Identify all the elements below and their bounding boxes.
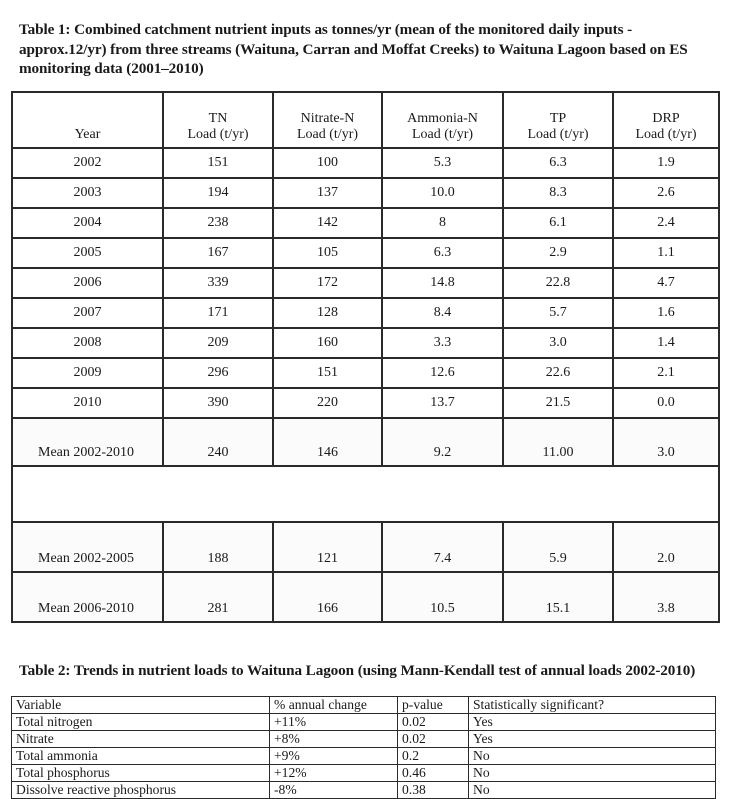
- cell-tp: 21.5: [503, 388, 613, 418]
- cell-annual-change: -8%: [270, 782, 398, 799]
- table2-row: [12, 782, 716, 799]
- header-drp: DRP Load (t/yr): [613, 92, 719, 148]
- table1-spacer-row: [12, 466, 719, 522]
- header-p-value: p-value: [398, 697, 469, 714]
- cell-annual-change: +12%: [270, 765, 398, 782]
- cell-ammonia-n: 6.3: [382, 238, 503, 268]
- cell-p-value: 0.2: [398, 748, 469, 765]
- table2-row: [12, 748, 716, 765]
- cell-annual-change: +9%: [270, 748, 398, 765]
- cell-ammonia-n: 3.3: [382, 328, 503, 358]
- cell-drp: 3.8: [613, 572, 719, 622]
- cell-ammonia-n: 12.6: [382, 358, 503, 388]
- cell-nitrate-n: 142: [273, 208, 382, 238]
- table1-mean-row: [12, 572, 719, 622]
- cell-drp: 1.9: [613, 148, 719, 178]
- table1-row: [12, 358, 719, 388]
- header-variable: Variable: [12, 697, 270, 714]
- cell-tp: 6.3: [503, 148, 613, 178]
- cell-tn: 240: [163, 418, 273, 466]
- cell-ammonia-n: 10.5: [382, 572, 503, 622]
- cell-p-value: 0.46: [398, 765, 469, 782]
- cell-drp: 1.4: [613, 328, 719, 358]
- cell-tn: 171: [163, 298, 273, 328]
- table1-row: [12, 328, 719, 358]
- cell-drp: 2.1: [613, 358, 719, 388]
- cell-drp: 0.0: [613, 388, 719, 418]
- cell-nitrate-n: 137: [273, 178, 382, 208]
- table2-header-row: [12, 697, 716, 714]
- cell-tp: 2.9: [503, 238, 613, 268]
- cell-year: Mean 2002-2005: [12, 522, 163, 572]
- cell-nitrate-n: 121: [273, 522, 382, 572]
- spacer-cell: [12, 466, 719, 522]
- table2-row: [12, 731, 716, 748]
- header-tp: TP Load (t/yr): [503, 92, 613, 148]
- cell-ammonia-n: 9.2: [382, 418, 503, 466]
- cell-year: 2006: [12, 268, 163, 298]
- cell-variable: Total phosphorus: [12, 765, 270, 782]
- cell-tp: 22.8: [503, 268, 613, 298]
- cell-tp: 8.3: [503, 178, 613, 208]
- table2-caption: Table 2: Trends in nutrient loads to Waituna Lagoon (using Mann-Kendall test of annual loads 2002-2010): [19, 661, 696, 679]
- cell-variable: Total ammonia: [12, 748, 270, 765]
- cell-tn: 339: [163, 268, 273, 298]
- cell-year: 2007: [12, 298, 163, 328]
- cell-drp: 1.1: [613, 238, 719, 268]
- cell-drp: 2.6: [613, 178, 719, 208]
- table1-row: [12, 148, 719, 178]
- cell-tn: 151: [163, 148, 273, 178]
- cell-tp: 3.0: [503, 328, 613, 358]
- cell-annual-change: +8%: [270, 731, 398, 748]
- cell-significant: No: [469, 782, 716, 799]
- cell-tp: 6.1: [503, 208, 613, 238]
- cell-variable: Dissolve reactive phosphorus: [12, 782, 270, 799]
- cell-year: 2010: [12, 388, 163, 418]
- cell-tn: 238: [163, 208, 273, 238]
- header-nitrate-n: Nitrate-N Load (t/yr): [273, 92, 382, 148]
- table1-row: [12, 208, 719, 238]
- cell-ammonia-n: 10.0: [382, 178, 503, 208]
- cell-tp: 22.6: [503, 358, 613, 388]
- cell-tn: 390: [163, 388, 273, 418]
- cell-nitrate-n: 151: [273, 358, 382, 388]
- table1-row: [12, 268, 719, 298]
- cell-p-value: 0.38: [398, 782, 469, 799]
- cell-nitrate-n: 100: [273, 148, 382, 178]
- cell-ammonia-n: 14.8: [382, 268, 503, 298]
- cell-tn: 188: [163, 522, 273, 572]
- cell-tp: 5.7: [503, 298, 613, 328]
- cell-year: 2002: [12, 148, 163, 178]
- cell-significant: Yes: [469, 714, 716, 731]
- header-ammonia-n: Ammonia-N Load (t/yr): [382, 92, 503, 148]
- cell-nitrate-n: 128: [273, 298, 382, 328]
- header-significant: Statistically significant?: [469, 697, 716, 714]
- cell-drp: 4.7: [613, 268, 719, 298]
- table2-row: [12, 714, 716, 731]
- cell-nitrate-n: 146: [273, 418, 382, 466]
- cell-year: 2009: [12, 358, 163, 388]
- table1-row: [12, 238, 719, 268]
- cell-year: Mean 2002-2010: [12, 418, 163, 466]
- cell-significant: Yes: [469, 731, 716, 748]
- cell-year: 2004: [12, 208, 163, 238]
- header-annual-change: % annual change: [270, 697, 398, 714]
- header-tn: TN Load (t/yr): [163, 92, 273, 148]
- table1-nutrient-loads: [11, 91, 720, 623]
- cell-annual-change: +11%: [270, 714, 398, 731]
- cell-tp: 15.1: [503, 572, 613, 622]
- cell-tn: 209: [163, 328, 273, 358]
- cell-year: 2003: [12, 178, 163, 208]
- cell-tp: 11.00: [503, 418, 613, 466]
- table2-row: [12, 765, 716, 782]
- cell-variable: Total nitrogen: [12, 714, 270, 731]
- table1-row: [12, 178, 719, 208]
- table2-trends: [11, 696, 716, 799]
- cell-tp: 5.9: [503, 522, 613, 572]
- cell-nitrate-n: 160: [273, 328, 382, 358]
- cell-ammonia-n: 13.7: [382, 388, 503, 418]
- table1-header-row: [12, 92, 719, 148]
- cell-p-value: 0.02: [398, 714, 469, 731]
- cell-tn: 296: [163, 358, 273, 388]
- cell-variable: Nitrate: [12, 731, 270, 748]
- cell-year: Mean 2006-2010: [12, 572, 163, 622]
- cell-significant: No: [469, 765, 716, 782]
- cell-drp: 3.0: [613, 418, 719, 466]
- cell-ammonia-n: 8.4: [382, 298, 503, 328]
- cell-tn: 167: [163, 238, 273, 268]
- cell-nitrate-n: 172: [273, 268, 382, 298]
- table1-mean-row: [12, 418, 719, 466]
- cell-significant: No: [469, 748, 716, 765]
- table1-caption: Table 1: Combined catchment nutrient inputs as tonnes/yr (mean of the monitored daily inputs - approx.12/yr) from three streams (Waituna, Carran and Moffat Creeks) to Waituna Lagoon based on ES monitoring data (2001–2010): [19, 21, 688, 77]
- cell-year: 2005: [12, 238, 163, 268]
- cell-year: 2008: [12, 328, 163, 358]
- cell-tn: 281: [163, 572, 273, 622]
- table1-row: [12, 388, 719, 418]
- cell-tn: 194: [163, 178, 273, 208]
- cell-drp: 2.0: [613, 522, 719, 572]
- cell-p-value: 0.02: [398, 731, 469, 748]
- table1-row: [12, 298, 719, 328]
- cell-ammonia-n: 7.4: [382, 522, 503, 572]
- header-year: Year: [12, 92, 163, 148]
- cell-nitrate-n: 220: [273, 388, 382, 418]
- cell-drp: 1.6: [613, 298, 719, 328]
- cell-ammonia-n: 8: [382, 208, 503, 238]
- cell-nitrate-n: 105: [273, 238, 382, 268]
- cell-ammonia-n: 5.3: [382, 148, 503, 178]
- cell-nitrate-n: 166: [273, 572, 382, 622]
- table1-mean-row: [12, 522, 719, 572]
- cell-drp: 2.4: [613, 208, 719, 238]
